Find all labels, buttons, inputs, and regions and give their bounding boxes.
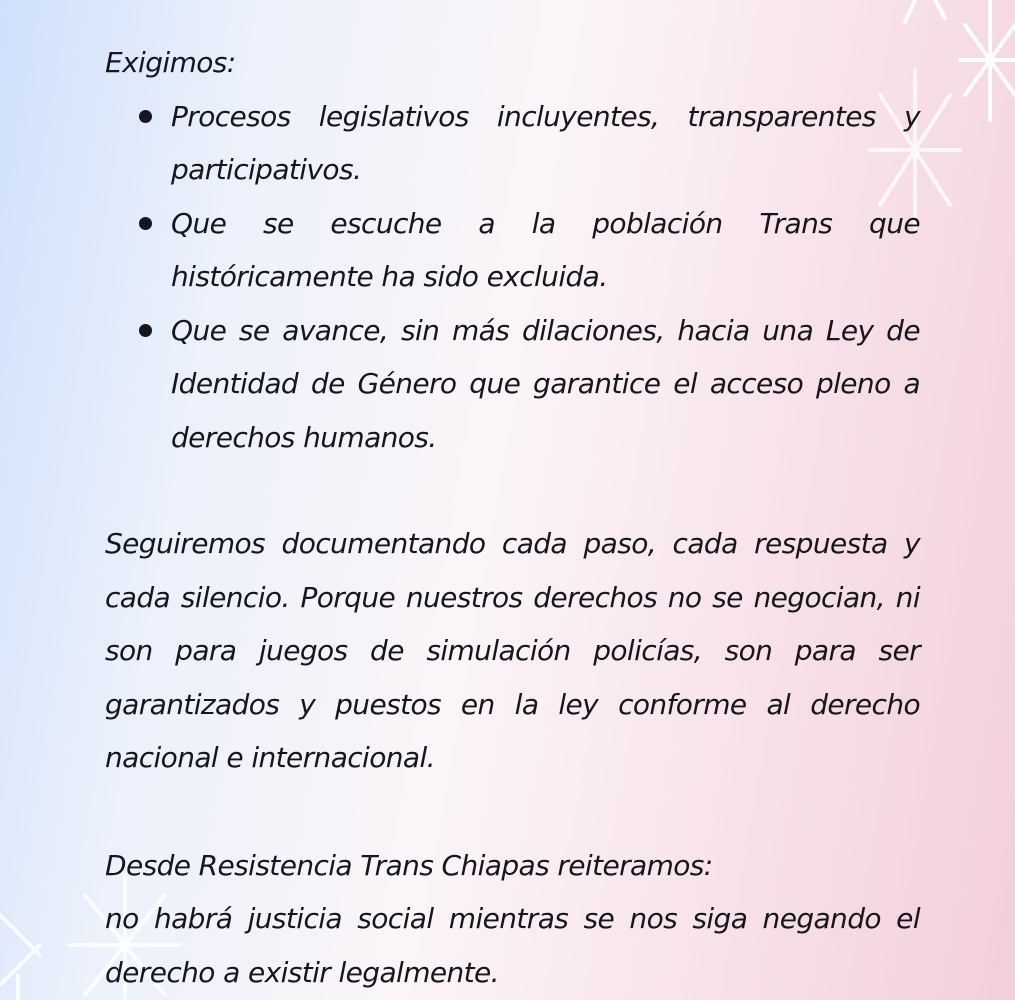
sparkle-icon: [960, 0, 1015, 120]
bullet-icon: [139, 217, 152, 230]
list-item: [171, 304, 920, 465]
list-item: [171, 90, 920, 197]
sparkle-icon: [905, 0, 945, 22]
closing-line-2: no habrá justicia social mientras se nos siga negando el derecho a existir legalmente.: [105, 902, 920, 989]
bullet-icon: [139, 110, 152, 123]
sparkle-icon: [0, 915, 40, 1000]
commitment-paragraph: Seguiremos documentando cada paso, cada respuesta y cada silencio. Porque nuestros derechos no se negocian, ni son para juegos de simulación policías, son para ser garantizados y puestos en la ley conforme al derecho nacional e internacional.: [105, 527, 920, 774]
demand-text: Que se avance, sin más dilaciones, hacia una Ley de Identidad de Género que garantice el acceso pleno a derechos humanos.: [171, 313, 920, 454]
demands-heading: Exigimos:: [105, 46, 236, 79]
list-item: [171, 197, 920, 304]
demand-text: Procesos legislativos incluyentes, transparentes y participativos.: [171, 99, 920, 186]
demands-list: [105, 90, 920, 465]
bullet-icon: [139, 324, 152, 337]
demand-text: Que se escuche a la población Trans que históricamente ha sido excluida.: [171, 206, 920, 293]
statement-text: [105, 36, 920, 999]
closing-line-1: Desde Resistencia Trans Chiapas reiteramos:: [105, 848, 713, 882]
